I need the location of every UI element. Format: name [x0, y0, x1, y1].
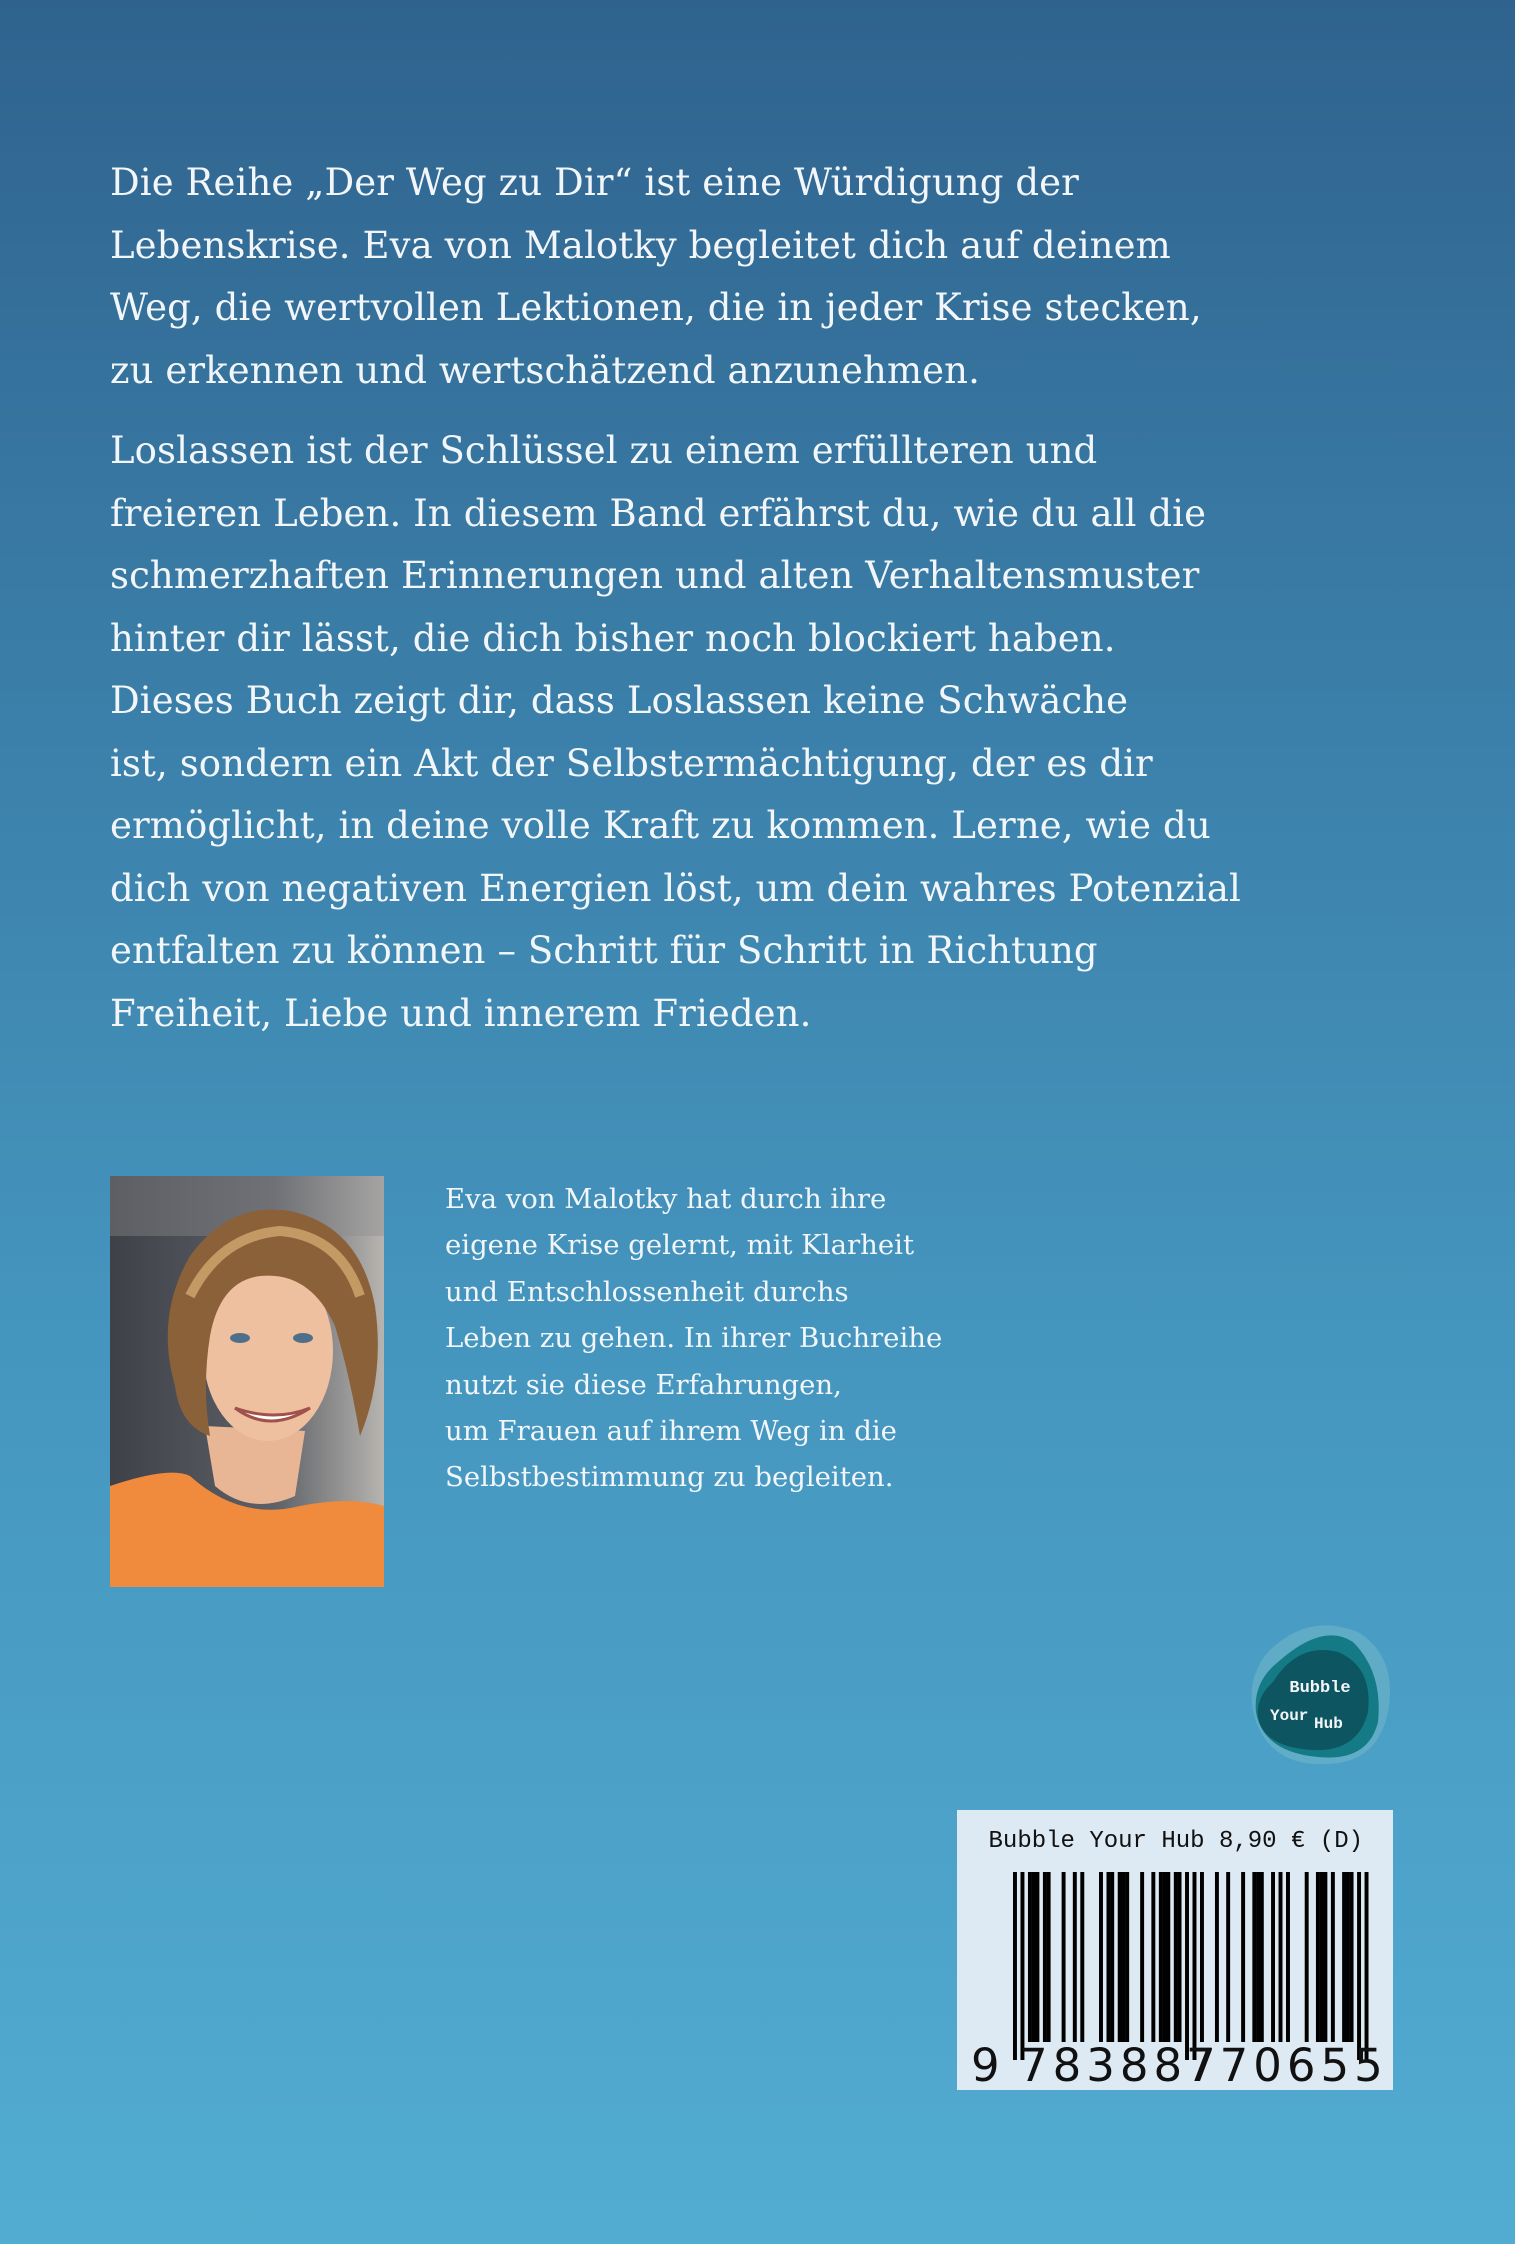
text-line: Freiheit, Liebe und innerem Frieden.	[110, 991, 812, 1035]
barcode-bar	[1200, 1872, 1204, 2042]
barcode-bar	[1035, 1872, 1039, 2042]
barcode-bar	[1260, 1872, 1264, 2042]
barcode-left-digits: 783887	[1019, 2039, 1221, 2092]
barcode-bar	[1043, 1872, 1047, 2042]
barcode-bar	[1271, 1872, 1275, 2042]
text-line: nutzt sie diese Erfahrungen,	[445, 1368, 842, 1401]
barcode-bar	[1252, 1872, 1256, 2042]
text-line: ermöglicht, in deine volle Kraft zu kommen. Lerne, wie du	[110, 804, 1211, 847]
author-photo	[110, 1176, 384, 1587]
barcode-bar	[1174, 1872, 1178, 2042]
barcode-right-digits: 770655	[1186, 2039, 1388, 2092]
barcode-bar	[1320, 1872, 1324, 2042]
isbn-barcode	[957, 1810, 1393, 2090]
text-line: zu erkennen und wertschätzend anzunehmen.	[110, 348, 980, 392]
author-bio	[445, 1176, 942, 1501]
publisher-logo	[1238, 1612, 1394, 1768]
barcode-bar	[1013, 1872, 1017, 2060]
barcode-bar	[1166, 1872, 1170, 2042]
barcode-bar	[1305, 1872, 1309, 2042]
blurb-paragraph-1	[110, 152, 1202, 402]
text-line: ist, sondern ein Akt der Selbstermächtigung, der es dir	[110, 741, 1153, 785]
logo-text: Hub	[1314, 1715, 1343, 1733]
blurb-paragraph-2	[110, 420, 1241, 1045]
text-line: und Entschlossenheit durchs	[445, 1275, 849, 1308]
text-line: Eva von Malotky hat durch ihre	[445, 1183, 887, 1215]
text-line: Weg, die wertvollen Lektionen, die in jeder Krise stecken,	[110, 286, 1202, 329]
text-line: Selbstbestimmung zu begleiten.	[445, 1461, 894, 1494]
barcode-bar	[1080, 1872, 1084, 2042]
barcode-bar	[1062, 1872, 1066, 2042]
barcode-bar	[1178, 1872, 1182, 2042]
barcode-bar	[1159, 1872, 1163, 2042]
barcode-bar	[1099, 1872, 1103, 2042]
barcode-bar	[1110, 1872, 1114, 2042]
barcode-bar	[1185, 1872, 1189, 2060]
barcode-bar	[1107, 1872, 1111, 2042]
logo-text: Your	[1270, 1707, 1309, 1725]
barcode-bar	[1241, 1872, 1245, 2042]
barcode-bar	[1020, 1872, 1024, 2060]
barcode-bar	[1342, 1872, 1346, 2042]
text-line: Lebenskrise. Eva von Malotky begleitet dich auf deinem	[110, 223, 1171, 267]
barcode-bar	[1047, 1872, 1051, 2042]
barcode-bar	[1193, 1872, 1197, 2060]
barcode-bar	[1121, 1872, 1125, 2042]
barcode-bar	[1365, 1872, 1369, 2060]
barcode-bar	[1323, 1872, 1327, 2042]
barcode-bar	[1357, 1872, 1361, 2060]
price-label: Bubble Your Hub 8,90 € (D)	[988, 1828, 1363, 1855]
barcode-bar	[1151, 1872, 1155, 2042]
barcode-bar	[1215, 1872, 1219, 2042]
text-line: Die Reihe „Der Weg zu Dir“ ist eine Würdigung der	[110, 161, 1079, 204]
barcode-bar	[1279, 1872, 1283, 2042]
barcode-bar	[1028, 1872, 1032, 2042]
barcode-bar	[1331, 1872, 1335, 2042]
barcode-bar	[1118, 1872, 1122, 2042]
text-line: Loslassen ist der Schlüssel zu einem erfüllteren und	[110, 429, 1098, 472]
text-line: eigene Krise gelernt, mit Klarheit	[445, 1229, 915, 1262]
barcode-bar	[1256, 1872, 1260, 2042]
text-line: freieren Leben. In diesem Band erfährst du, wie du all die	[110, 491, 1207, 535]
text-line: Dieses Buch zeigt dir, dass Loslassen keine Schwäche	[110, 679, 1129, 722]
text-line: Leben zu gehen. In ihrer Buchreihe	[445, 1322, 943, 1355]
barcode-bar	[1226, 1872, 1230, 2042]
barcode-bar	[1346, 1872, 1350, 2042]
barcode-bar	[1350, 1872, 1354, 2042]
barcode-bar	[1032, 1872, 1036, 2042]
logo-text: Bubble	[1289, 1679, 1351, 1698]
text-line: dich von negativen Energien löst, um dein wahres Potenzial	[110, 866, 1241, 910]
barcode-bar	[1163, 1872, 1167, 2042]
text-line: schmerzhaften Erinnerungen und alten Verhaltensmuster	[110, 554, 1200, 597]
barcode-bar	[1316, 1872, 1320, 2042]
barcode-bar	[1140, 1872, 1144, 2042]
barcode-bar	[1286, 1872, 1290, 2042]
text-line: um Frauen auf ihrem Weg in die	[445, 1415, 897, 1448]
barcode-bar	[1073, 1872, 1077, 2042]
barcode-bar	[1125, 1872, 1129, 2042]
text-line: hinter dir lässt, die dich bisher noch blockiert haben.	[110, 616, 1116, 660]
text-line: entfalten zu können – Schritt für Schritt in Richtung	[110, 929, 1098, 972]
barcode-first-digit: 9	[971, 2039, 1005, 2092]
